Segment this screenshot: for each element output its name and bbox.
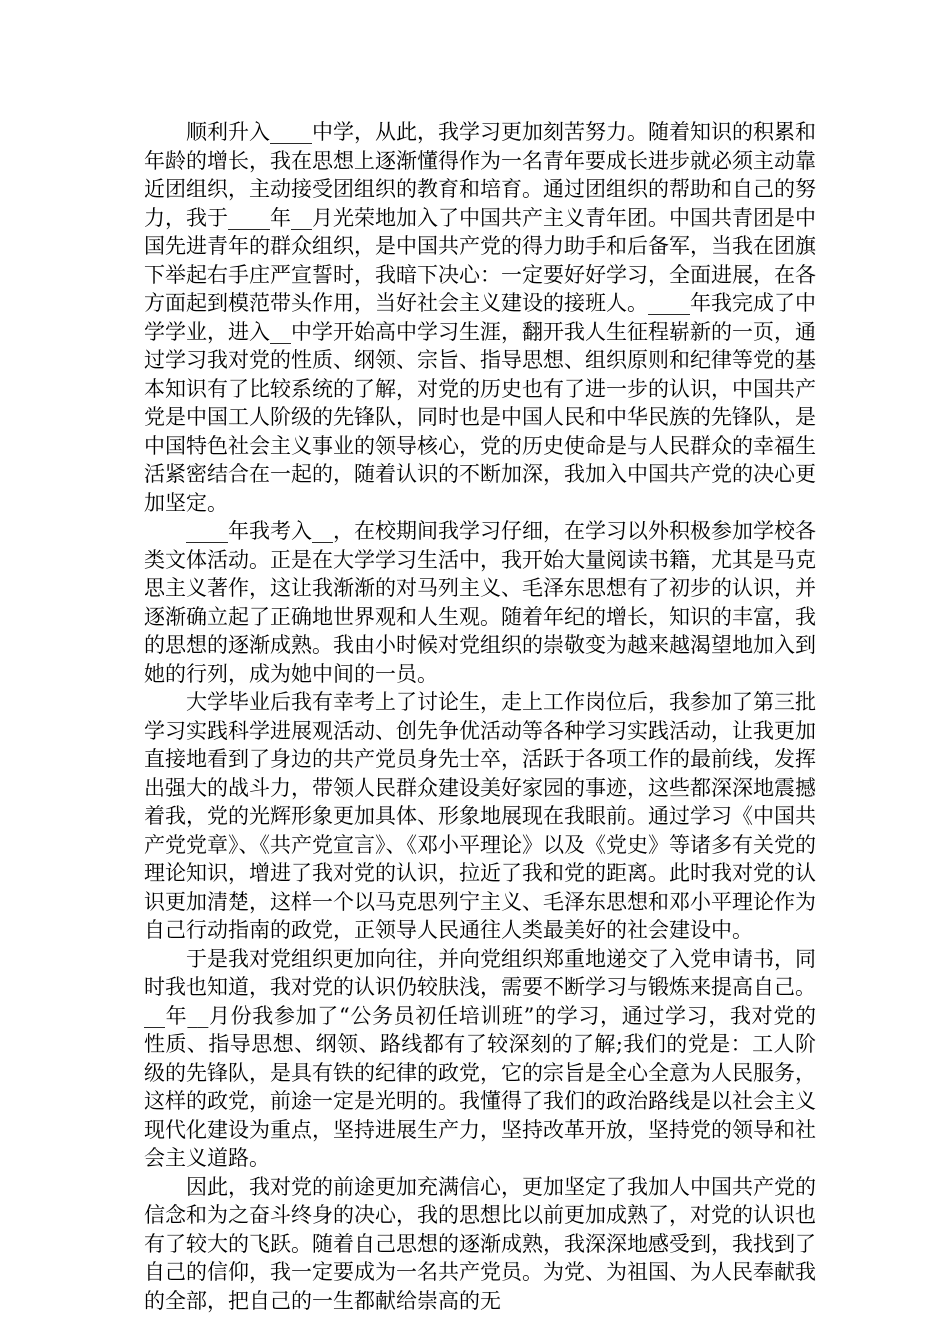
paragraph-5: 因此，我对党的前途更加充满信心，更加坚定了我加人中国共产党的信念和为之奋斗终身的决心，我的思想比以前更加成熟了，对党的认识也有了较大的飞跃。随着自己思想的逐渐成熟，我深深地感受到，我找到了自己的信仰，我一定要成为一名共产党员。为党、为祖国、为人民奉献我的全部，把自己的一生都献给崇高的无	[144, 1174, 816, 1313]
paragraph-2: ____年我考入__，在校期间我学习仔细，在学习以外积极参加学校各类文体活动。正是在大学学习生活中，我开始大量阅读书籍，尤其是马克思主义著作，这让我渐渐的对马列主义、毛泽东思想有了初步的认识，并逐渐确立起了正确地世界观和人生观。随着年纪的增长，知识的丰富，我的思想的逐渐成熟。我由小时候对党组织的崇敬变为越来越渴望地加入到她的行列，成为她中间的一员。	[144, 519, 816, 686]
document-body	[144, 118, 816, 1315]
paragraph-1: 顺利升入____中学，从此，我学习更加刻苦努力。随着知识的积累和年龄的增长，我在思想上逐渐懂得作为一名青年要成长进步就必须主动靠近团组织，主动接受团组织的教育和培育。通过团组织的帮助和自己的努力，我于____年__月光荣地加入了中国共产主义青年团。中国共青团是中国先进青年的群众组织，是中国共产党的得力助手和后备军，当我在团旗下举起右手庄严宣誓时，我暗下决心：一定要好好学习，全面进展，在各方面起到模范带头作用，当好社会主义建设的接班人。____年我完成了中学学业，进入__中学开始高中学习生涯，翻开我人生征程崭新的一页，通过学习我对党的性质、纲领、宗旨、指导思想、组织原则和纪律等党的基本知识有了比较系统的了解，对党的历史也有了进一步的认识，中国共产党是中国工人阶级的先锋队，同时也是中国人民和中华民族的先锋队，是中国特色社会主义事业的领导核心，党的历史使命是与人民群众的幸福生活紧密结合在一起的，随着认识的不断加深，我加入中国共产党的决心更加坚定。	[144, 120, 816, 515]
paragraph-4: 于是我对党组织更加向往，并向党组织郑重地递交了入党申请书，同时我也知道，我对党的认识仍较肤浅，需要不断学习与锻炼来提高自己。__年__月份我参加了“公务员初任培训班”的学习，通过学习，我对党的性质、指导思想、纲领、路线都有了较深刻的了解;我们的党是：工人阶级的先锋队，是具有铁的纪律的政党，它的宗旨是全心全意为人民服务，这样的政党，前途一定是光明的。我懂得了我们的政治路线是以社会主义现代化建设为重点，坚持进展生产力，坚持改革开放，坚持党的领导和社会主义道路。	[144, 946, 816, 1170]
paragraph-3: 大学毕业后我有幸考上了讨论生，走上工作岗位后，我参加了第三批学习实践科学进展观活动、创先争优活动等各种学习实践活动，让我更加直接地看到了身边的共产党员身先士卒，活跃于各项工作的最前线，发挥出强大的战斗力，带领人民群众建设美好家园的事迹，这些都深深地震撼着我，党的光辉形象更加具体、形象地展现在我眼前。通过学习《中国共产党党章》、《共产党宣言》、《邓小平理论》以及《党史》等诸多有关党的理论知识，增进了我对党的认识，拉近了我和党的距离。此时我对党的认识更加清楚，这样一个以马克思列宁主义、毛泽东思想和邓小平理论作为自己行动指南的政党，正领导人民通往人类最美好的社会建设中。	[144, 690, 816, 942]
